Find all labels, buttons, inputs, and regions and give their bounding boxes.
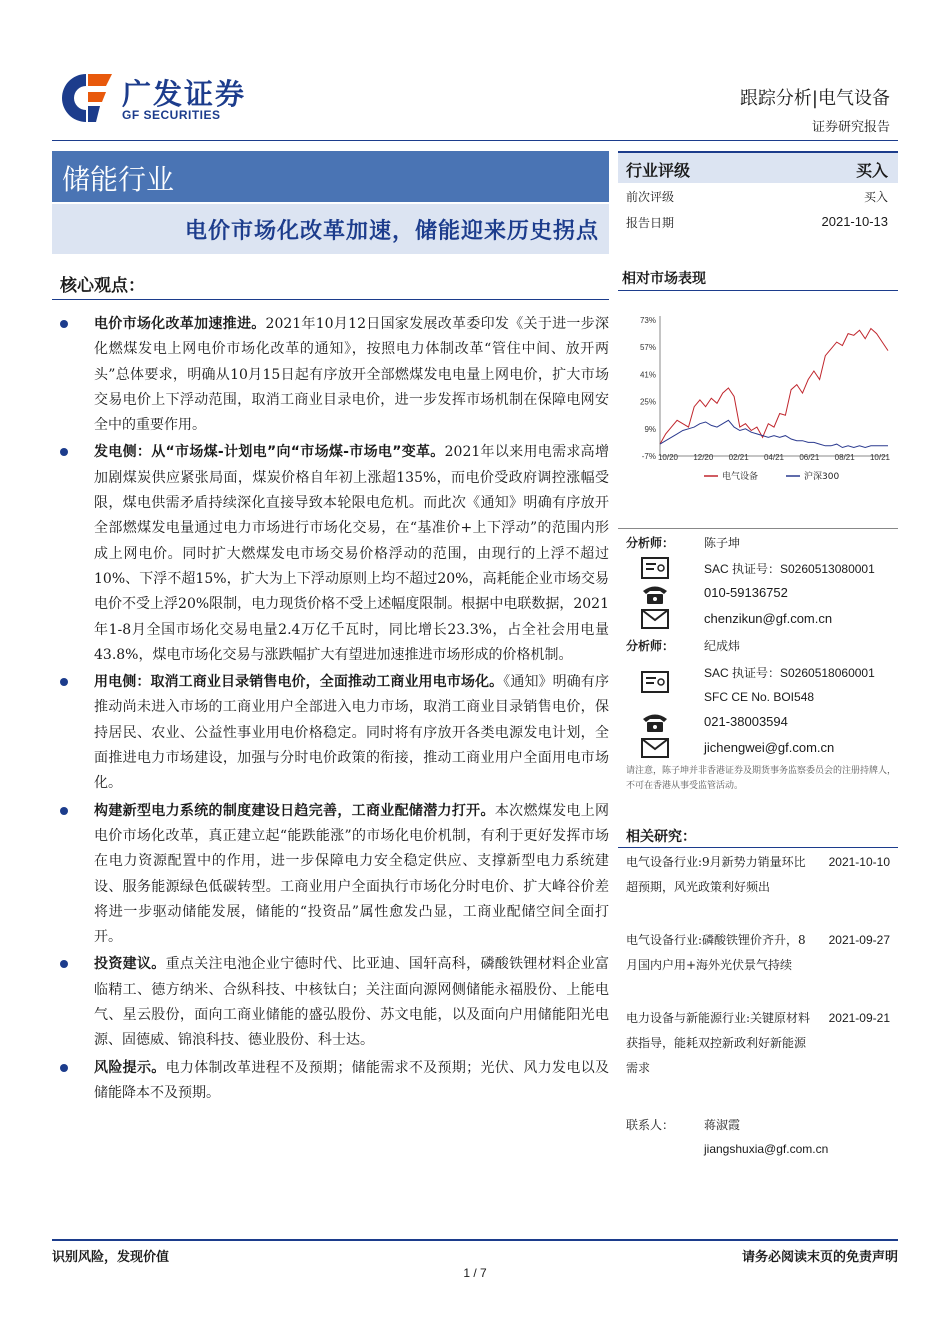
gf-logo-icon	[58, 70, 116, 126]
bullet-icon	[60, 448, 68, 456]
chart-divider	[618, 290, 898, 291]
analyst-2-phone: 021-38003594	[704, 714, 788, 729]
brand-name-cn: 广发证券	[122, 77, 247, 111]
related-item[interactable]	[626, 850, 898, 900]
core-point	[52, 1056, 609, 1107]
y-tick-label: 9%	[644, 424, 656, 434]
footer-disclaimer-link[interactable]: 请务必阅读末页的免责声明	[741, 1250, 898, 1265]
analyst-1-email[interactable]: chenzikun@gf.com.cn	[704, 611, 833, 626]
analyst-2-label: 分析师：	[626, 639, 675, 653]
footer-divider	[52, 1239, 898, 1241]
rating-value: 买入	[855, 161, 888, 180]
regulatory-note: 请注意，陈子坤并非香港证券及期货事务监察委员会的注册持牌人，不可在香港从事受监管活动。	[626, 766, 897, 791]
related-item-date: 2021-09-21	[828, 1011, 890, 1025]
analyst-1-name: 陈子坤	[704, 536, 741, 550]
report-date-value: 2021-10-13	[821, 214, 888, 229]
point-heading: 构建新型电力系统的制度建设日趋完善，工商业配储潜力打开。	[94, 802, 495, 819]
report-header	[740, 84, 890, 135]
point-heading: 风险提示。	[94, 1059, 166, 1076]
core-title: 核心观点：	[60, 276, 145, 296]
legend-label: 沪深300	[804, 472, 840, 482]
phone-icon	[640, 582, 670, 606]
phone-icon	[640, 710, 670, 734]
contact-name: 蒋淑霞	[704, 1118, 741, 1132]
core-divider	[52, 299, 609, 300]
x-tick-label: 12/20	[693, 453, 714, 462]
y-tick-label: 73%	[639, 316, 656, 325]
related-item-title: 电力设备与新能源行业:关键原材料获指导，能耗双控新政利好新能源需求	[626, 1011, 811, 1075]
series-line-1	[660, 420, 888, 447]
footer-slogan: 识别风险，发现价值	[52, 1250, 170, 1265]
point-text: 2021年10月12日国家发展改革委印发《关于进一步深化燃煤发电上网电价市场化改革的通知》，按照电力体制改革“管住中间、放开两头”总体要求，明确从10月15日起有序放开全部燃煤发电电量上网电价，扩大市场交易电价上下浮动范围，取消工商业目录电价，进一步发挥市场机制在保障电网安全中的重要作用。	[94, 316, 609, 434]
point-heading: 发电侧：从“市场煤-计划电”向“市场煤-市场电”变革。	[94, 444, 445, 461]
analyst-1-sac: SAC 执证号：S0260513080001	[704, 562, 875, 576]
header-divider	[52, 140, 898, 141]
rating-header	[618, 151, 898, 183]
bullet-icon	[60, 678, 68, 686]
prev-rating-value: 买入	[863, 190, 888, 204]
analyst-2-sac: SAC 执证号：S0260518060001	[704, 666, 875, 680]
core-points	[52, 312, 609, 1106]
point-heading: 投资建议。	[94, 956, 166, 973]
core-point	[52, 440, 609, 668]
certificate-icon	[640, 670, 670, 694]
industry-banner	[52, 151, 609, 202]
y-tick-label: 57%	[639, 343, 656, 353]
core-point	[52, 952, 609, 1053]
analyst-divider	[618, 528, 898, 529]
analyst-2-sfc: SFC CE No. BOI548	[704, 690, 815, 704]
related-item-date: 2021-09-27	[828, 933, 890, 947]
point-text: 本次燃煤发电上网电价市场化改革，真正建立起“能跌能涨”的市场化电价机制，有利于更好发挥市场在电力资源配置中的作用，进一步保障电力安全稳定供应、支撑新型电力系统建设、服务能源绿色低碳转型。工商业用户全面执行市场化分时电价、扩大峰谷价差将进一步驱动储能发展，储能的“投资品”属性愈发凸显，工商业配储空间全面打开。	[94, 802, 610, 946]
relative-performance-chart	[618, 300, 898, 500]
related-item[interactable]	[626, 928, 898, 978]
related-item[interactable]	[626, 1006, 898, 1081]
point-text: 电力体制改革进程不及预期；储能需求不及预期；光伏、风力发电以及储能降本不及预期。	[94, 1059, 610, 1101]
y-tick-label: 41%	[639, 370, 656, 380]
page-number: 1 / 7	[463, 1266, 487, 1280]
related-item-title: 电气设备行业:磷酸铁锂价齐升，8月国内户用+海外光伏景气持续	[626, 933, 806, 972]
y-tick-label: -7%	[641, 452, 656, 461]
report-headline: 电价市场化改革加速，储能迎来历史拐点	[184, 218, 599, 244]
email-icon	[640, 608, 670, 630]
report-type: 跟踪分析|电气设备	[739, 88, 890, 109]
brand-logo	[58, 66, 258, 126]
related-item-title: 电气设备行业:9月新势力销量环比超预期，风光政策利好频出	[626, 855, 806, 894]
email-icon	[640, 737, 670, 759]
brand-name-en: GF SECURITIES	[122, 108, 221, 122]
rating-label: 行业评级	[626, 161, 691, 180]
point-heading: 电价市场化改革加速推进。	[94, 316, 266, 332]
analyst-1-label: 分析师：	[626, 536, 675, 550]
x-tick-label: 10/20	[657, 453, 679, 462]
bullet-icon	[60, 320, 68, 328]
point-heading: 用电侧：取消工商业目录销售电价，全面推动工商业用电市场化。	[94, 674, 504, 691]
contact-email[interactable]: jiangshuxia@gf.com.cn	[704, 1142, 829, 1156]
x-tick-label: 04/21	[763, 453, 785, 462]
core-point	[52, 799, 609, 951]
headline-banner	[52, 204, 609, 254]
point-text: 重点关注电池企业宁德时代、比亚迪、国轩高科，磷酸铁锂材料企业富临精工、德方纳米、合纵科技、中核钛白；关注面向源网侧储能永福股份、上能电气、星云股份，面向工商业储能的盛弘股份、苏文电能，以及面向户用储能阳光电源、固德威、锦浪科技、德业股份、科士达。	[94, 956, 610, 1049]
industry-title: 储能行业	[62, 163, 175, 196]
core-point	[52, 670, 609, 796]
core-point	[52, 312, 609, 438]
bullet-icon	[60, 807, 68, 815]
related-divider	[618, 847, 898, 848]
related-item-date: 2021-10-10	[828, 855, 890, 869]
x-tick-label: 06/21	[799, 453, 820, 462]
related-title: 相关研究：	[626, 829, 696, 845]
x-tick-label: 10/21	[869, 453, 891, 462]
report-date-label: 报告日期	[626, 216, 675, 230]
y-tick-label: 25%	[639, 397, 656, 407]
x-tick-label: 08/21	[834, 453, 855, 462]
prev-rating-label: 前次评级	[626, 190, 675, 204]
bullet-icon	[60, 960, 68, 968]
bullet-icon	[60, 1064, 68, 1072]
certificate-icon	[640, 556, 670, 580]
report-subtitle: 证券研究报告	[811, 120, 890, 135]
contact-label: 联系人：	[626, 1118, 675, 1132]
analyst-2-name: 纪成炜	[704, 639, 741, 653]
point-text: 2021年以来用电需求高增加剧煤炭供应紧张局面，煤炭价格自年初上涨超135%，而电价受政府调控涨幅受限，煤电供需矛盾持续深化直接导致本轮限电危机。而此次《通知》明确有序放开全部燃煤发电量通过电力市场进行市场化交易，在“基准价+上下浮动”的范围内形成上网电价。同时扩大燃煤发电市场交易价格浮动的范围，由现行的上浮不超过10%、下浮不超15%，扩大为上下浮动原则上均不超过20%，高耗能企业市场交易电价不受上浮20%限制，电力现货价格不受上述幅度限制。根据中电联数据，2021年1-8月全国市场化交易电量2.4万亿千瓦时，同比增长23.3%，占全社会用电量43.8%，煤电市场化交易与涨跌幅扩大有望进加速推进市场形成的价格机制。	[94, 444, 609, 663]
point-text: 《通知》明确有序推动尚未进入市场的工商业用户全部进入电力市场，取消工商业目录销售电价，保持居民、农业、公益性事业用电价格稳定。同时将有序放开各类电源发电计划，全面推进电力市场建设，加强与分时电价政策的衔接，推动工商业用户全面用电市场化。	[94, 674, 610, 792]
legend-label: 电气设备	[722, 472, 759, 482]
x-tick-label: 02/21	[728, 453, 749, 462]
chart-title: 相对市场表现	[622, 271, 706, 287]
analyst-2-email[interactable]: jichengwei@gf.com.cn	[704, 740, 835, 755]
analyst-1-phone: 010-59136752	[704, 585, 788, 600]
